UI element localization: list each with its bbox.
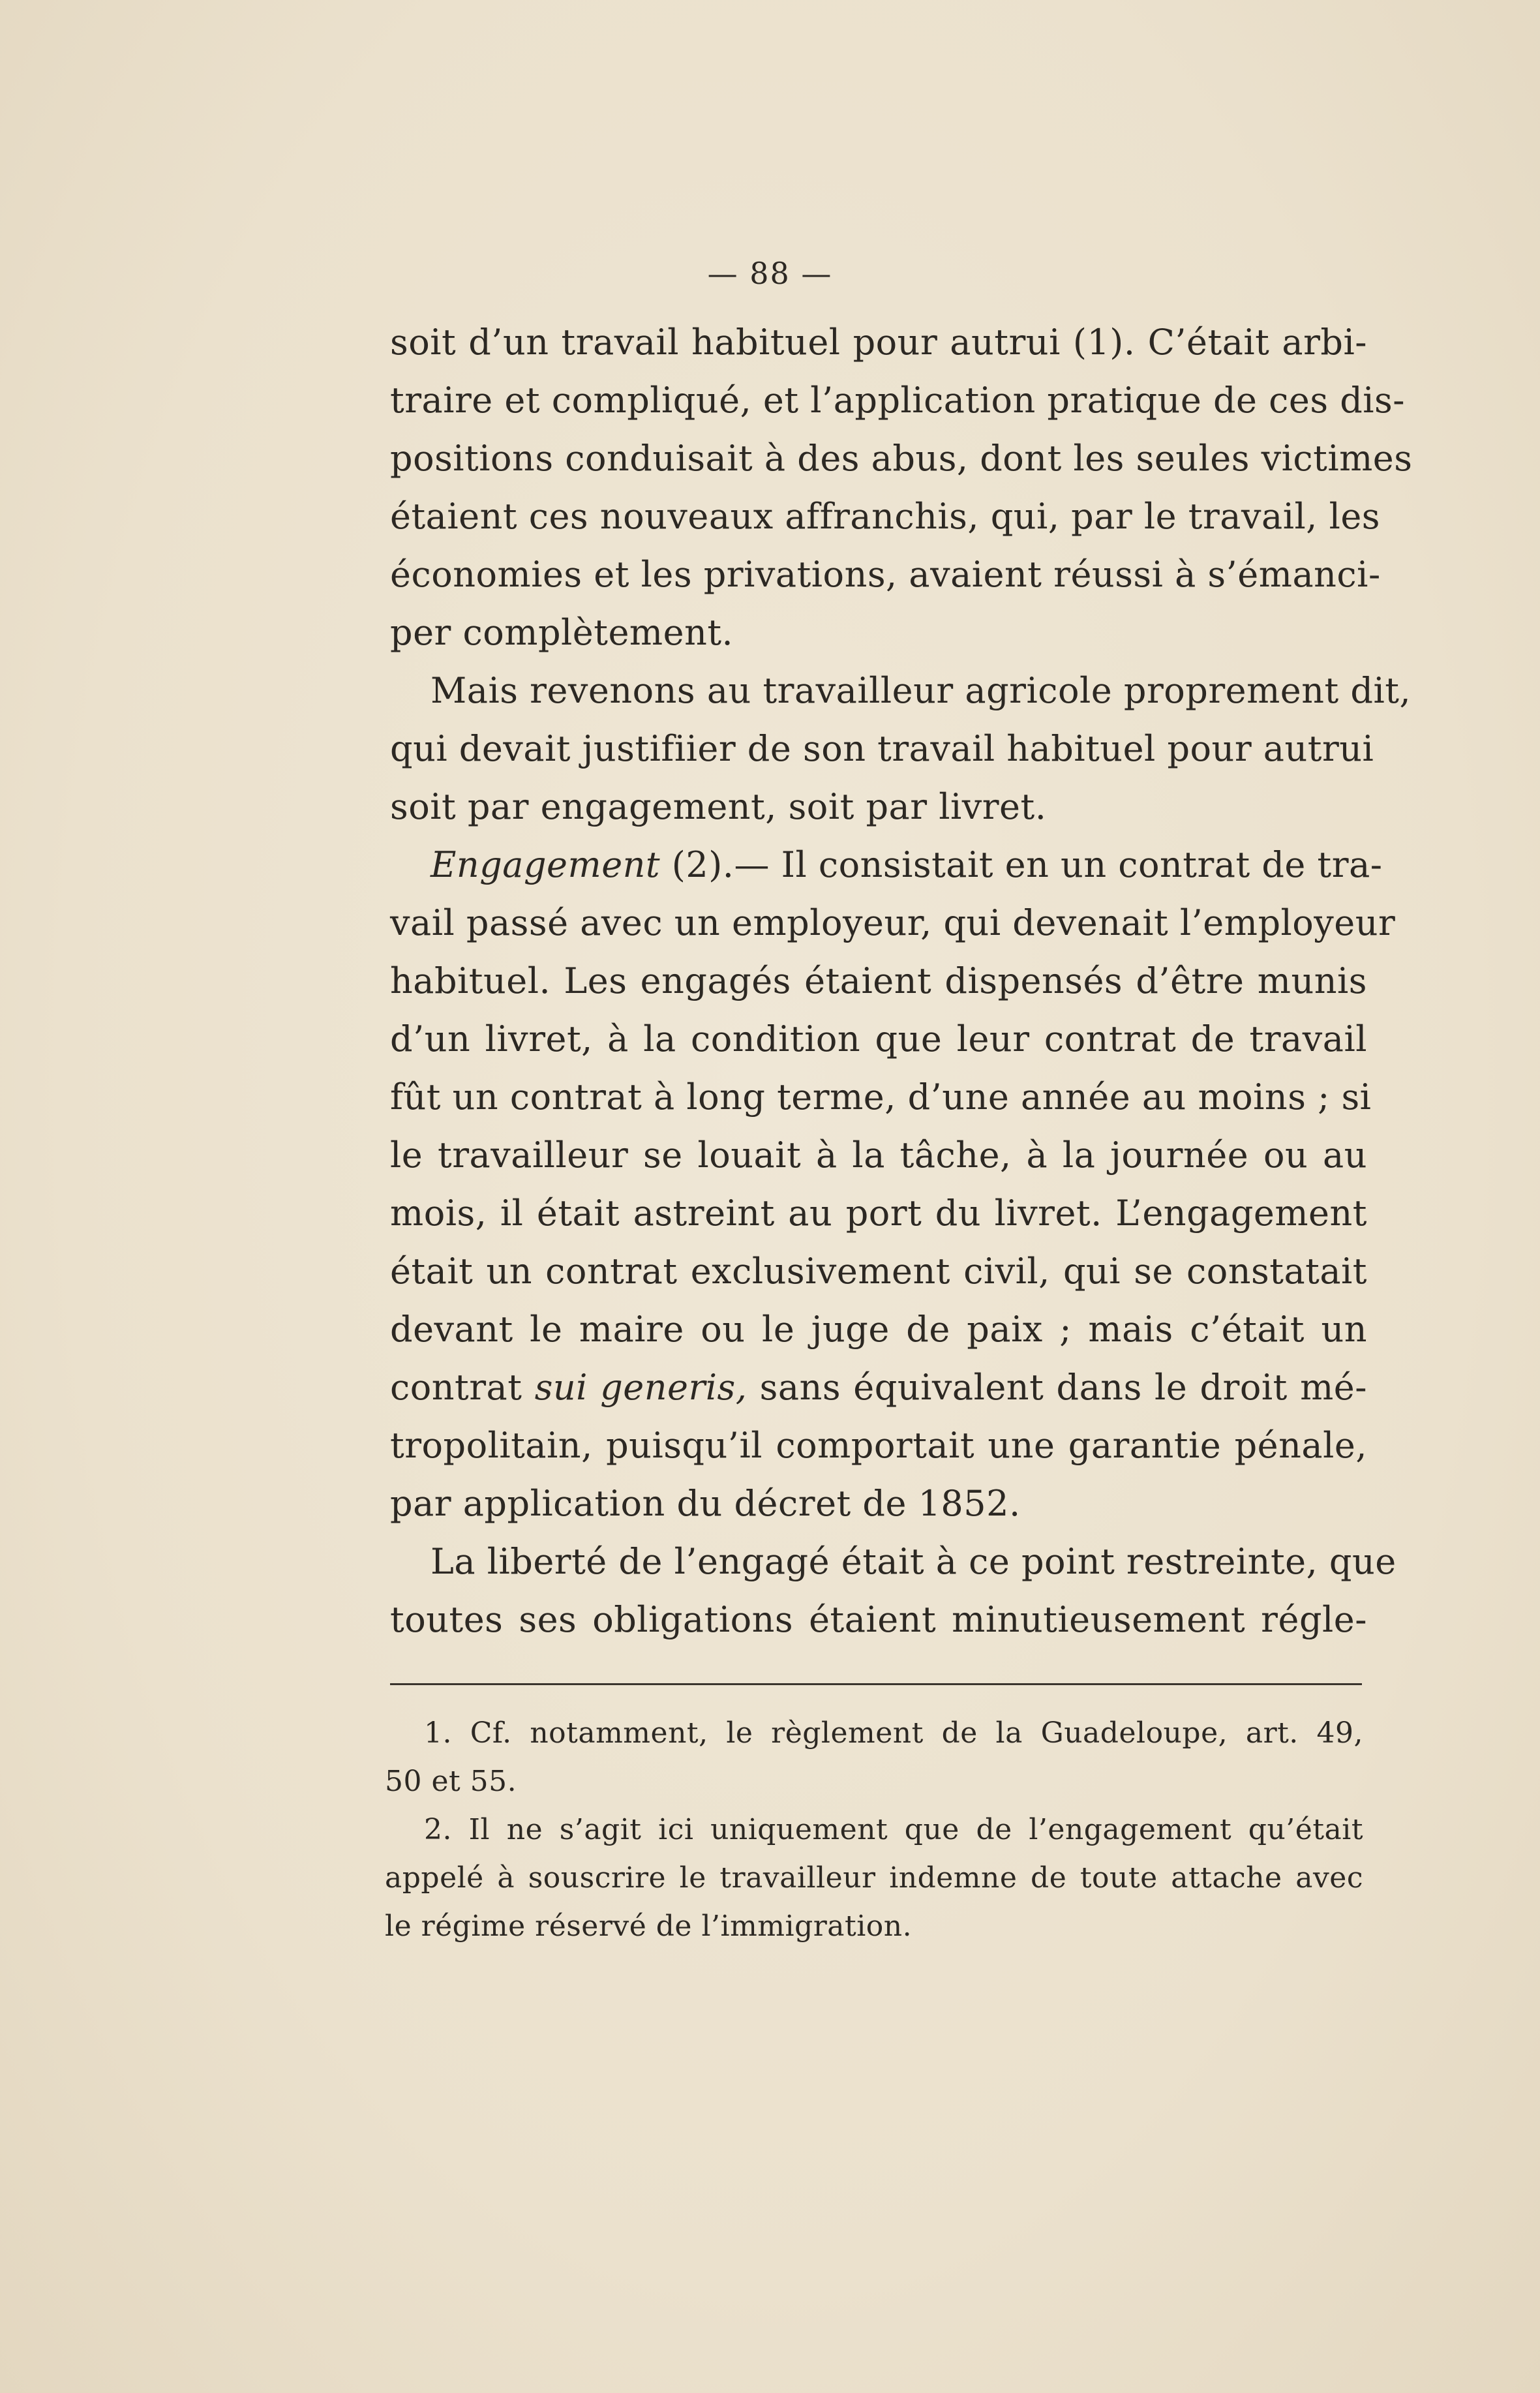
page-number: — 88 — <box>707 256 833 291</box>
text-line: vail passé avec un employeur, qui devenait l’employeur <box>390 902 1396 943</box>
text-line: mois, il était astreint au port du livret. L’engagement <box>390 1193 1367 1234</box>
sui-generis-line <box>390 1358 1367 1416</box>
footnote-line: le régime réservé de l’immigration. <box>385 1910 913 1943</box>
text-line: était un contrat exclusivement civil, qui se constatait <box>390 1251 1367 1292</box>
text-line: par application du décret de 1852. <box>390 1483 1021 1524</box>
text-line: soit par engagement, soit par livret. <box>390 786 1047 827</box>
text-line: traire et compliqué, et l’application pratique de ces dis- <box>390 380 1406 421</box>
paragraph-start: La liberté de l’engagé était à ce point restreinte, que <box>430 1541 1397 1582</box>
engagement-line <box>390 836 1383 894</box>
text-line: économies et les privations, avaient réussi à s’émanci- <box>390 554 1381 595</box>
text-line: étaient ces nouveaux affranchis, qui, par le travail, les <box>390 496 1381 537</box>
footnote-line: appelé à souscrire le travailleur indemne de toute attache avec <box>385 1861 1363 1895</box>
sui-line-end: sans équivalent dans le droit mé- <box>747 1367 1367 1408</box>
footnote-line: 50 et 55. <box>385 1765 517 1798</box>
footnotes <box>385 1709 1363 1951</box>
engagement-heading: Engagement <box>430 844 661 885</box>
text-line: fût un contrat à long terme, d’une année au moins ; si <box>390 1076 1372 1118</box>
footnote-rule <box>390 1683 1362 1685</box>
text-line: tropolitain, puisqu’il comportait une garantie pénale, <box>390 1425 1367 1466</box>
text-line: soit d’un travail habituel pour autrui (1). C’était arbi- <box>390 322 1367 363</box>
text-line: positions conduisait à des abus, dont les seules victimes <box>390 438 1413 479</box>
text-line: le travailleur se louait à la tâche, à la journée ou au <box>390 1135 1367 1176</box>
text-line: qui devait justifiier de son travail habituel pour autrui <box>390 728 1374 769</box>
engagement-line-rest: (2).— Il consistait en un contrat de tra- <box>660 844 1383 885</box>
body-text <box>390 313 1413 1649</box>
sui-line-start: contrat <box>390 1367 535 1408</box>
sui-generis-term: sui generis, <box>534 1367 747 1408</box>
footnote-line: 1. Cf. notamment, le règlement de la Guadeloupe, art. 49, <box>424 1716 1363 1750</box>
text-line: habituel. Les engagés étaient dispensés d’être munis <box>390 960 1367 1001</box>
text-line: devant le maire ou le juge de paix ; mais c’était un <box>390 1309 1367 1350</box>
footnote-line: 2. Il ne s’agit ici uniquement que de l’engagement qu’était <box>424 1813 1363 1846</box>
paragraph-start: Mais revenons au travailleur agricole proprement dit, <box>430 670 1412 711</box>
text-line: d’un livret, à la condition que leur contrat de travail <box>390 1018 1367 1059</box>
text-line: toutes ses obligations étaient minutieusement régle- <box>390 1599 1367 1640</box>
text-line: per complètement. <box>390 612 734 653</box>
